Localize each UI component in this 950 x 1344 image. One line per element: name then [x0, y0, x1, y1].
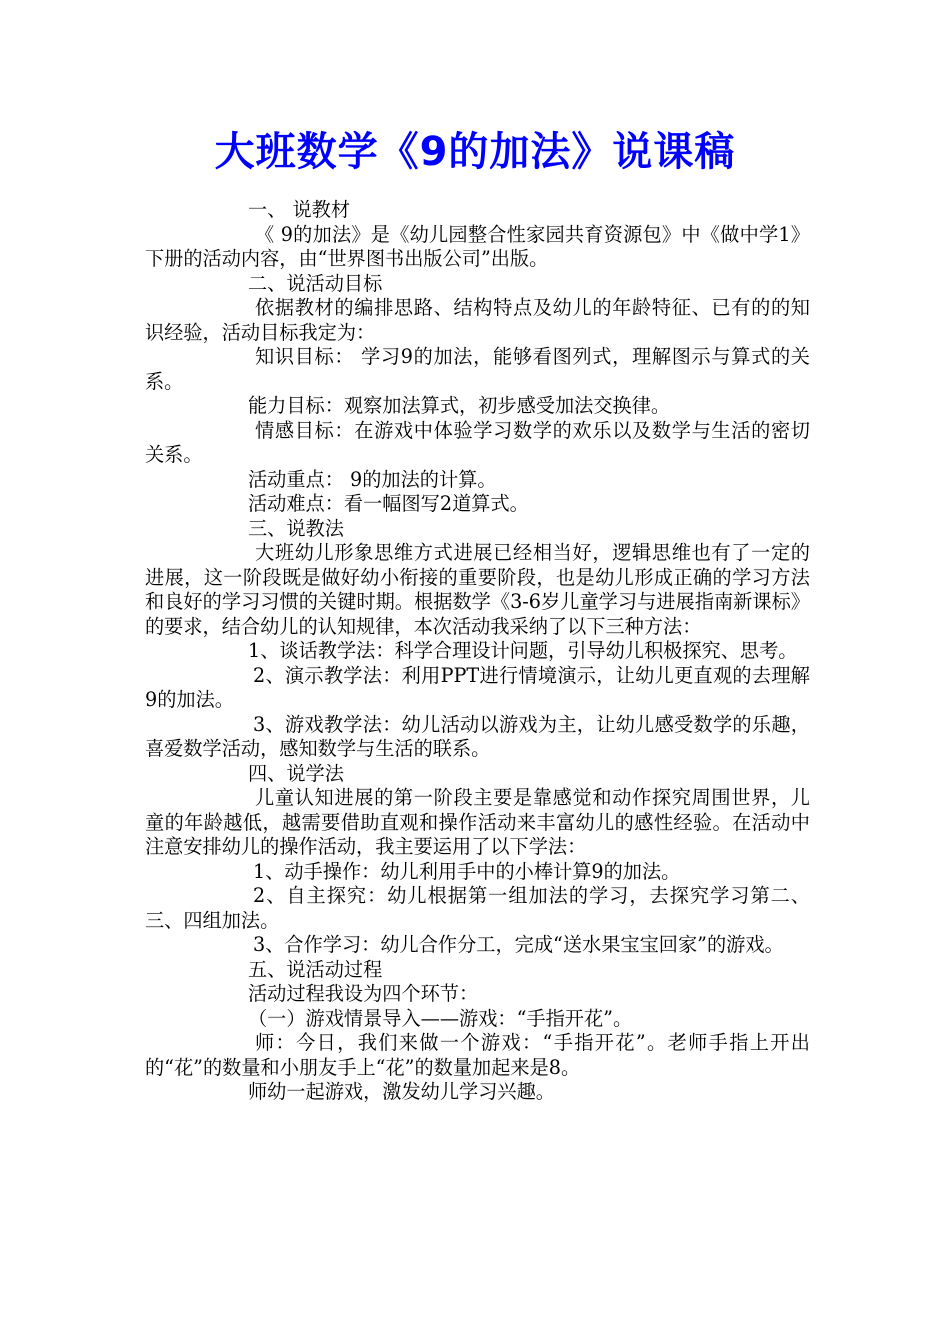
paragraph-knowledge-goal: 知识目标： 学习9的加法，能够看图列式，理解图示与算式的关系。 — [145, 345, 810, 393]
paragraph-process-intro: 活动过程我设为四个环节： — [248, 982, 479, 1005]
paragraph-emotion-goal: 情感目标：在游戏中体验学习数学的欢乐以及数学与生活的密切关系。 — [145, 418, 810, 466]
paragraph-learning-1: 1、动手操作：幼儿利用手中的小棒计算9的加法。 — [253, 859, 681, 883]
paragraph-play-together: 师幼一起游戏，激发幼儿学习兴趣。 — [248, 1080, 555, 1103]
paragraph-difficulty: 活动难点：看一幅图写2道算式。 — [248, 492, 529, 515]
paragraph-ability-goal: 能力目标：观察加法算式，初步感受加法交换律。 — [248, 394, 671, 417]
paragraph-learning-intro: 儿童认知进展的第一阶段主要是靠感觉和动作探究周围世界，儿童的年龄越低，越需要借助直观和操作活动来丰富幼儿的感性经验。在活动中注意安排幼儿的操作活动，我主要运用了以下学法： — [145, 786, 810, 858]
paragraph-method-3: 3、游戏教学法：幼儿活动以游戏为主，让幼儿感受数学的乐趣，喜爱数学活动，感知数学与生活的联系。 — [145, 712, 810, 760]
paragraph-key-point: 活动重点： 9的加法的计算。 — [248, 467, 497, 491]
paragraph-process-step-1: （一）游戏情景导入——游戏：“手指开花”。 — [248, 1006, 633, 1030]
section-heading-goals: 二、说活动目标 — [248, 271, 383, 295]
section-heading-learning: 四、说学法 — [248, 761, 344, 785]
section-heading-textbook: 一、 说教材 — [248, 198, 351, 221]
paragraph-teacher-game: 师：今日，我们来做一个游戏：“手指开花”。老师手指上开出的“花”的数量和小朋友手上“花”的数量加起来是8。 — [145, 1031, 810, 1079]
document-title: 大班数学《9的加法》说课稿 — [214, 129, 736, 175]
section-heading-process: 五、说活动过程 — [248, 957, 383, 981]
document-body — [145, 198, 810, 1105]
paragraph-goals-intro: 依据教材的编排思路、结构特点及幼儿的年龄特征、已有的的知识经验，活动目标我定为： — [145, 296, 810, 344]
paragraph-learning-3: 3、合作学习：幼儿合作分工，完成“送水果宝宝回家”的游戏。 — [253, 933, 784, 956]
paragraph-method-1: 1、谈话教学法：科学合理设计问题，引导幼儿积极探究、思考。 — [248, 639, 798, 662]
paragraph-methods-intro: 大班幼儿形象思维方式进展已经相当好，逻辑思维也有了一定的进展，这一阶段既是做好幼小衔接的重要阶段，也是幼儿形成正确的学习方法和良好的学习习惯的关键时期。根据数学《3-6岁儿童学习与进展指南新课标》的要求，结合幼儿的认知规律，本次活动我采纳了以下三种方法： — [145, 541, 810, 638]
paragraph-learning-2: 2、自主探究：幼儿根据第一组加法的学习，去探究学习第二、三、四组加法。 — [145, 884, 810, 932]
section-heading-methods: 三、说教法 — [248, 516, 344, 540]
paragraph-method-2: 2、演示教学法：利用PPT进行情境演示，让幼儿更直观的去理解9的加法。 — [145, 663, 810, 711]
paragraph-textbook: 《 9的加法》是《幼儿园整合性家园共育资源包》中《做中学1》下册的活动内容，由“世界图书出版公司”出版。 — [145, 222, 810, 270]
